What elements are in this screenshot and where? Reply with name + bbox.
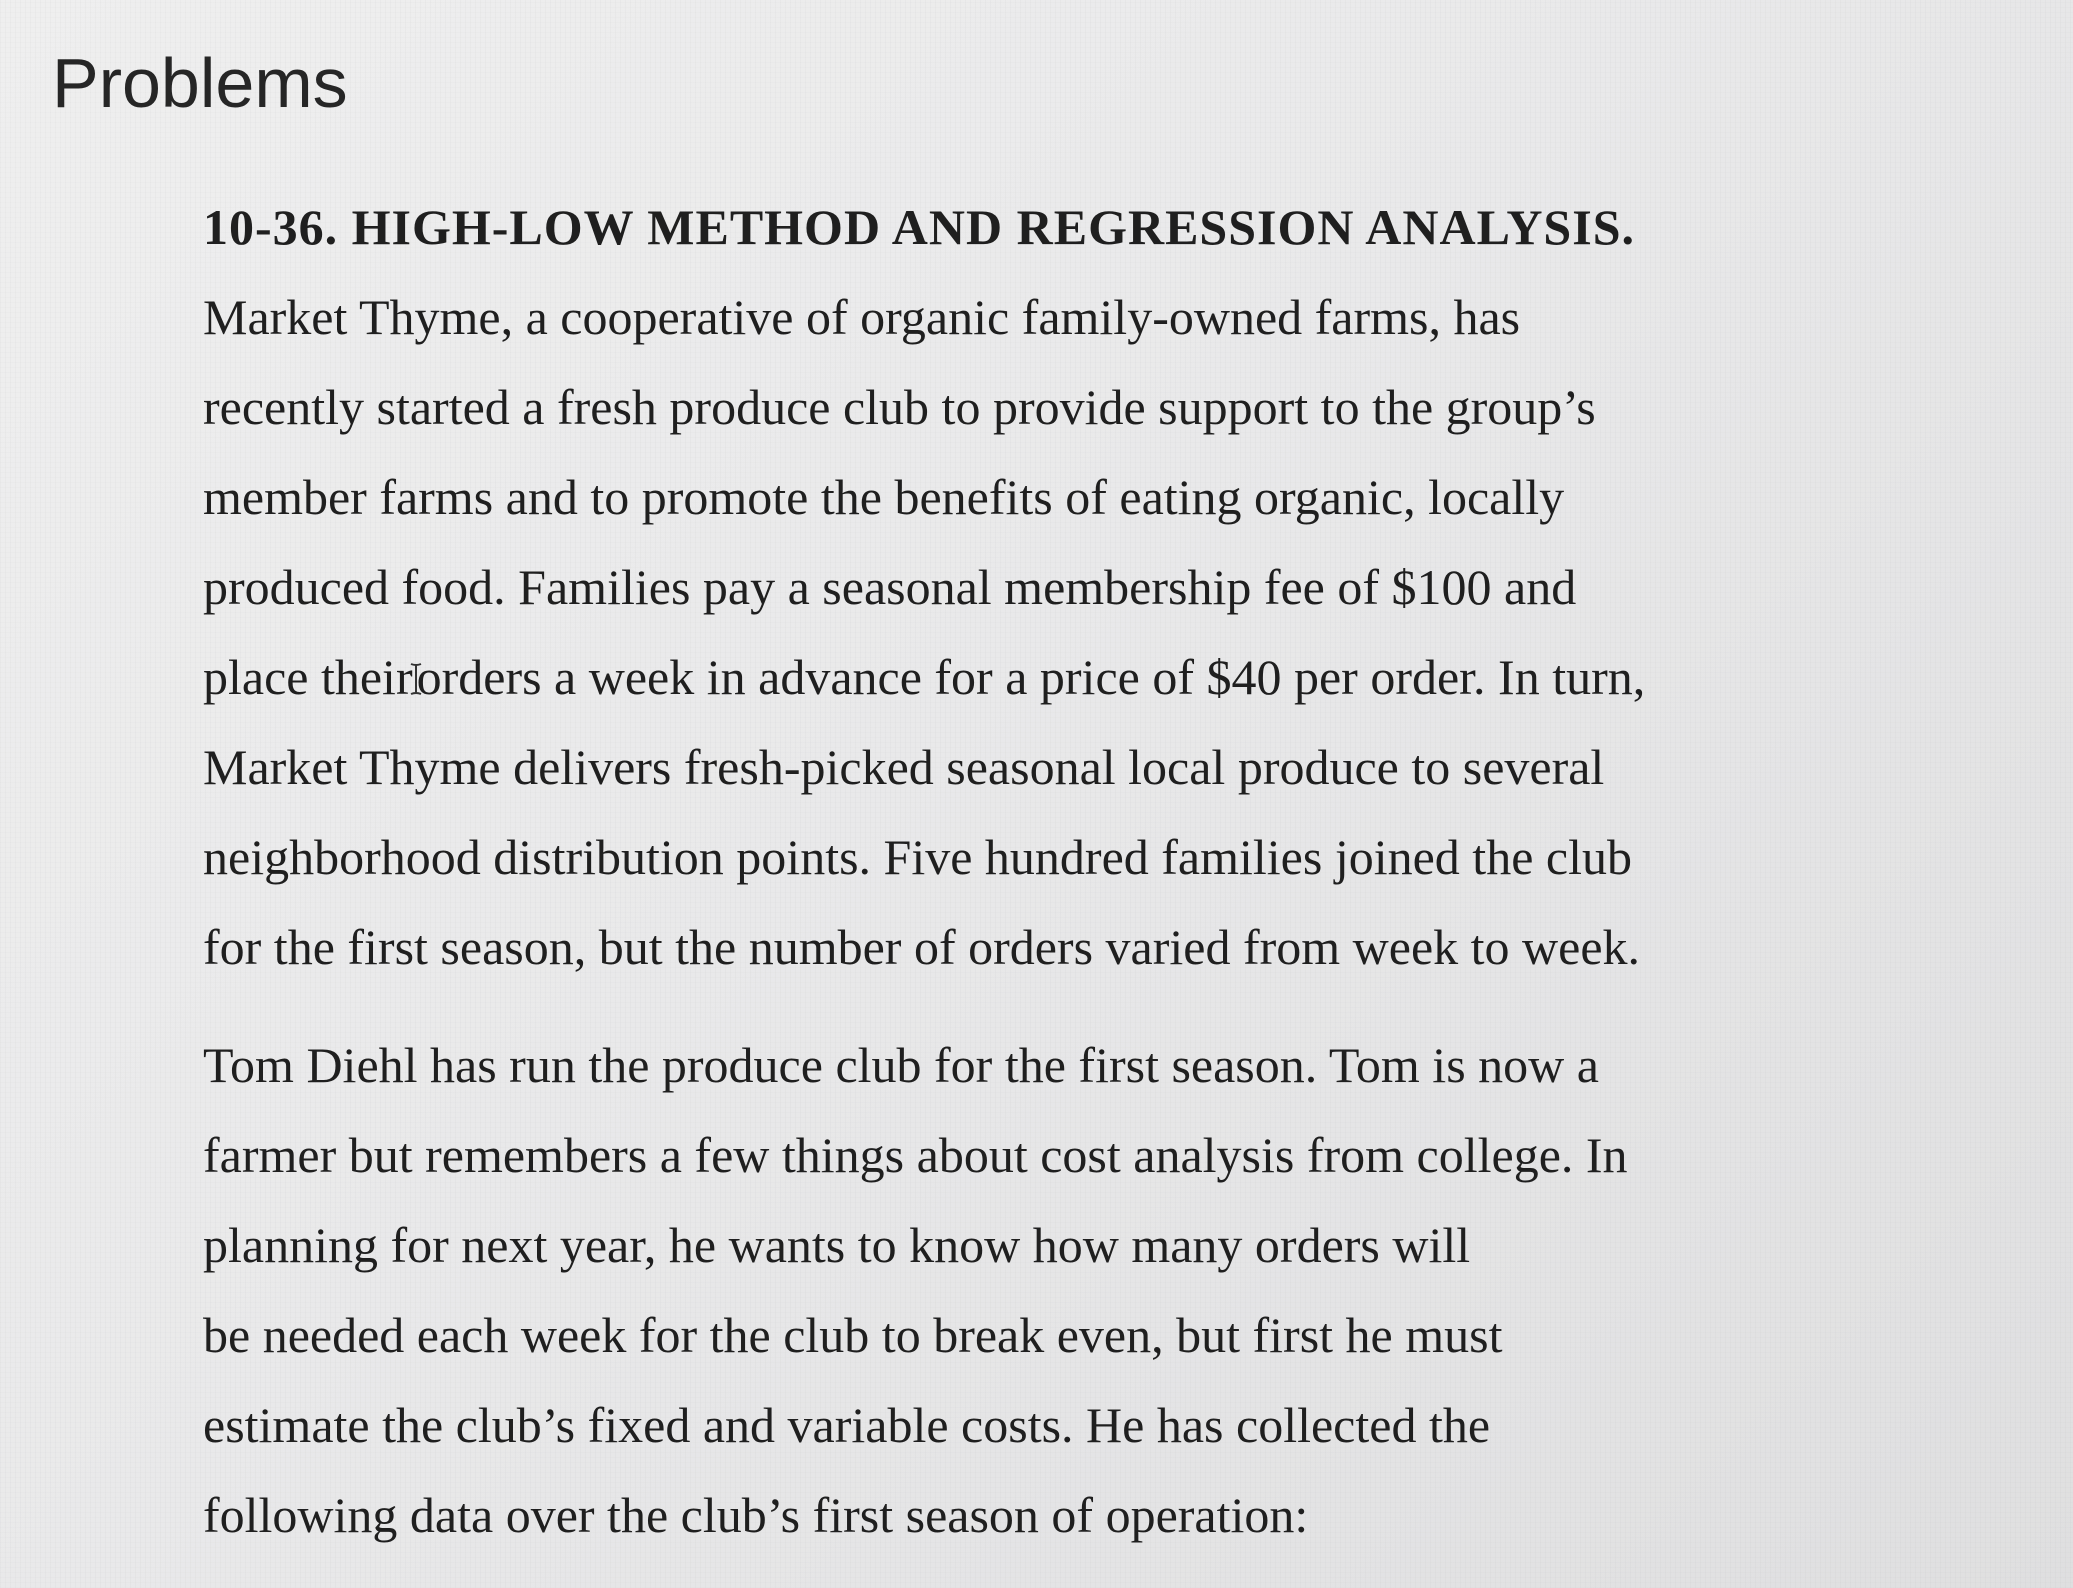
problem-paragraph-1	[203, 272, 2003, 992]
paragraph-line: estimate the club’s fixed and variable costs. He has collected the	[203, 1397, 1491, 1453]
paragraph-line: neighborhood distribution points. Five hundred families joined the club	[203, 829, 1632, 885]
paragraph-line: following data over the club’s first season of operation:	[203, 1487, 1309, 1543]
paragraph-line: farmer but remembers a few things about cost analysis from college. In	[203, 1127, 1628, 1183]
paragraph-line: recently started a fresh produce club to provide support to the group’s	[203, 379, 1596, 435]
paragraph-line	[203, 632, 2003, 722]
paragraph-line: Market Thyme, a cooperative of organic family-owned farms, has	[203, 289, 1521, 345]
paragraph-line: for the first season, but the number of orders varied from week to week.	[203, 919, 1641, 975]
paragraph-line-part: orders a week in advance for a price of $40 per order. In turn,	[416, 649, 1646, 705]
problem-title: 10-36. HIGH-LOW METHOD AND REGRESSION ANALYSIS.	[203, 199, 1636, 255]
problem-paragraph-2	[203, 1020, 2003, 1560]
paragraph-line: member farms and to promote the benefits of eating organic, locally	[203, 469, 1565, 525]
paragraph-line: planning for next year, he wants to know how many orders will	[203, 1217, 1471, 1273]
paragraph-line: be needed each week for the club to break even, but first he must	[203, 1307, 1503, 1363]
problem-10-36	[203, 182, 2003, 1560]
paragraph-line: Tom Diehl has run the produce club for the first season. Tom is now a	[203, 1037, 1599, 1093]
paragraph-line-part: place their	[203, 649, 413, 705]
paragraph-line: produced food. Families pay a seasonal membership fee of $100 and	[203, 559, 1577, 615]
paragraph-line: Market Thyme delivers fresh-picked seasonal local produce to several	[203, 739, 1605, 795]
page-heading: Problems	[52, 44, 348, 122]
